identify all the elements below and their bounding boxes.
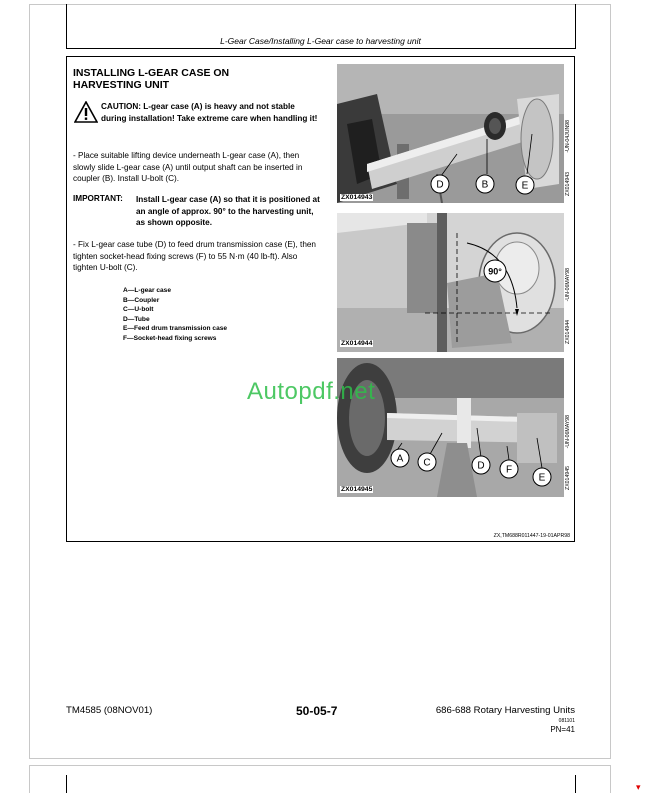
callout-e: E	[538, 472, 546, 484]
photo-1-id: ZX014943	[341, 194, 373, 201]
corner-mark-icon: ▾	[636, 782, 641, 792]
important-text: Install L-gear case (A) so that it is positioned at an angle of approx. 90° to the harvesting unit, as shown opposite.	[136, 195, 320, 227]
crop-mark-bottom-left	[66, 775, 67, 793]
step-2-text: - Fix L-gear case tube (D) to feed drum transmission case (E), then tighten socket-head fixing screws (F) to 55 N·m (40 lb-ft). Also tighten U-bolt (C).	[73, 240, 316, 272]
legend-item: F—Socket-head fixing screws	[123, 334, 217, 342]
photo-2-id: ZX014944	[341, 340, 373, 347]
footer-pn: PN=41	[550, 725, 575, 734]
legend-item: A—L-gear case	[123, 287, 172, 294]
callout-d: D	[477, 460, 485, 472]
photo-3-side-code: -UN-06MAY98	[565, 415, 571, 449]
header-title: L-Gear Case/Installing L-Gear case to harvesting unit	[220, 36, 421, 46]
legend-item: B—Coupler	[123, 296, 160, 304]
callout-a: A	[396, 453, 404, 465]
photo-1-side-code: -UN-04JUN98	[565, 120, 571, 153]
photo-angle-alignment	[337, 213, 564, 352]
photo-1-side-id: ZX014943	[565, 172, 571, 196]
next-page-sheet	[29, 765, 611, 793]
photo-3-side-id: ZX014945	[565, 466, 571, 490]
crop-mark-top-right	[575, 4, 576, 49]
photo-2-side-code: -UN-06MAY98	[565, 268, 571, 302]
section-title-line2: HARVESTING UNIT	[73, 79, 170, 91]
callout-e: E	[521, 180, 529, 192]
step-1-text: - Place suitable lifting device underneath L-gear case (A), then slowly slide L-gear case (A) until output shaft can be inserted in coupler (B). Install U-bolt (C).	[73, 151, 303, 183]
section-title-line1: INSTALLING L-GEAR CASE ON	[73, 67, 230, 79]
photo-2-side-id: ZX014944	[565, 320, 571, 344]
important-label: IMPORTANT:	[73, 194, 123, 203]
header-rule	[66, 48, 575, 49]
reference-code: ZX,TM688R011447-19-01APR98	[493, 533, 570, 539]
photo-3-id: ZX014945	[341, 486, 373, 493]
section-title	[73, 67, 323, 91]
callout-f: F	[505, 464, 513, 476]
footer-date: 081101	[558, 718, 575, 724]
caution-text: CAUTION: L-gear case (A) is heavy and not stable during installation! Take extreme care when handling it!	[101, 102, 318, 123]
parts-legend	[123, 286, 323, 344]
callout-c: C	[423, 457, 431, 469]
angle-label: 90°	[488, 266, 502, 277]
legend-item: E—Feed drum transmission case	[123, 325, 228, 333]
crop-mark-bottom-right	[575, 775, 576, 793]
footer-page-number: 50-05-7	[296, 704, 338, 718]
legend-item: D—Tube	[123, 315, 150, 323]
watermark: Autopdf.net	[247, 378, 376, 405]
legend-item: C—U-bolt	[123, 306, 154, 314]
footer-manual-id: TM4585 (08NOV01)	[66, 705, 153, 716]
callout-b: B	[481, 179, 489, 191]
photo-coupler-installation	[337, 64, 564, 203]
footer-title: 686-688 Rotary Harvesting Units	[435, 705, 575, 716]
callout-d: D	[436, 179, 444, 191]
caution-icon	[74, 101, 98, 123]
